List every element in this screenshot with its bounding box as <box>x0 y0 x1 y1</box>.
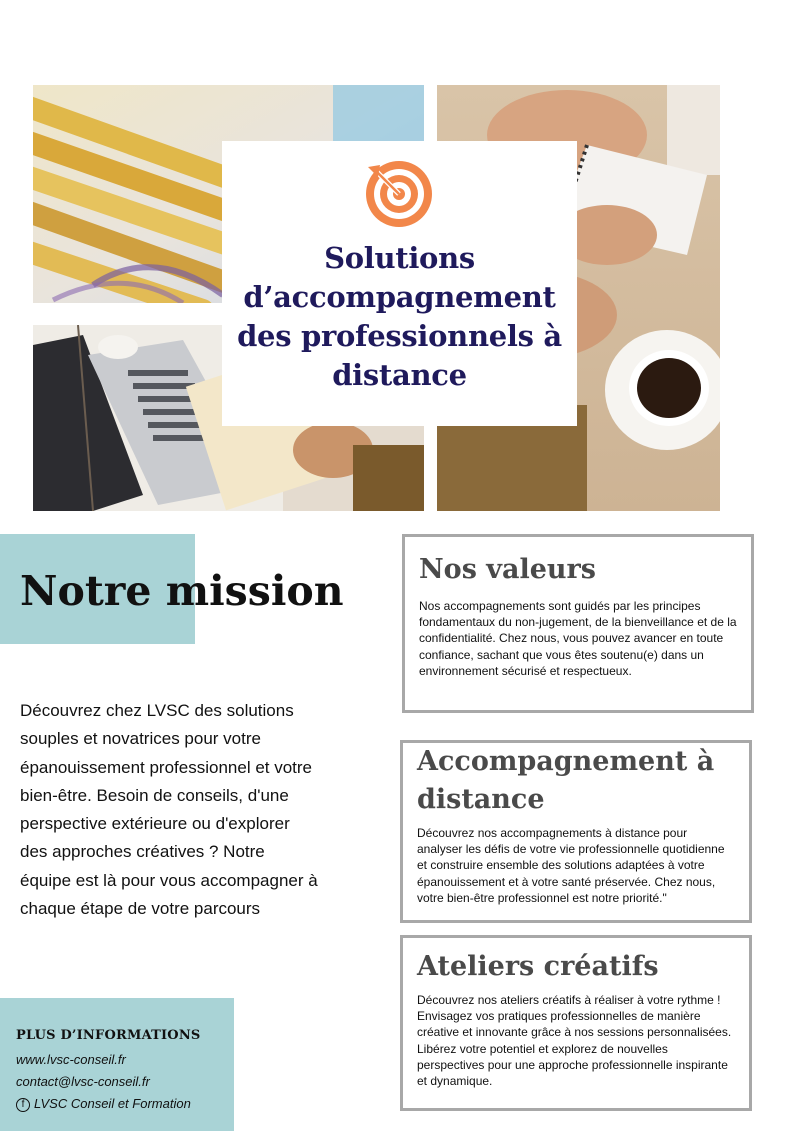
mission-text: Découvrez chez LVSC des solutions souples et novatrices pour votre épanouissement professionnel et votre bien-être. Besoin de conseils, d'une perspective extérieure ou d'explorer des approches créatives ? Notre équipe est là pour vous accompagner à chaque étape de votre parcours <box>20 701 318 919</box>
facebook-icon: f <box>16 1098 30 1112</box>
card-text: Découvrez nos accompagnements à distance pour analyser les défis de votre vie professionnelle quotidienne et construire ensemble des solutions adaptées à votre épanouissement et à votre santé préservée. Chez nous, votre bien-être professionnel est notre priorité." <box>417 826 725 905</box>
website-link[interactable]: www.lvsc-conseil.fr <box>16 1052 126 1067</box>
facebook-label: LVSC Conseil et Formation <box>34 1096 191 1111</box>
card-title: Nos valeurs <box>419 554 596 585</box>
card-accompagnement-distance <box>400 740 752 923</box>
email-link[interactable]: contact@lvsc-conseil.fr <box>16 1074 150 1089</box>
title-card <box>222 141 577 426</box>
card-text: Nos accompagnements sont guidés par les principes fondamentaux du non-jugement, de la bienveillance et de la confidentialité. Chez nous, vous pouvez avancer en toute confiance, sachant que vous êtes soutenu(e) dans un environnement sécurisé et respectueux. <box>419 599 737 678</box>
facebook-link[interactable] <box>16 1096 191 1112</box>
info-heading: PLUS D’INFORMATIONS <box>16 1028 201 1043</box>
card-nos-valeurs <box>402 534 754 713</box>
card-title: Ateliers créatifs <box>417 951 659 982</box>
target-icon <box>362 155 437 230</box>
mission-heading: Notre mission <box>20 567 344 615</box>
card-text: Découvrez nos ateliers créatifs à réaliser à votre rythme ! Envisagez vos pratiques professionnelles de manière créative et innovante grâce à nos sessions personnalisées. Libérez votre potentiel et explorez de nouvelles perspectives pour une approche professionnelle inspirante et dynamique. <box>417 993 732 1089</box>
card-title: Accompagnement à distance <box>417 746 715 815</box>
page-title: Solutions d’accompagnement des professionnels à distance <box>237 241 562 392</box>
card-ateliers-creatifs <box>400 935 752 1111</box>
